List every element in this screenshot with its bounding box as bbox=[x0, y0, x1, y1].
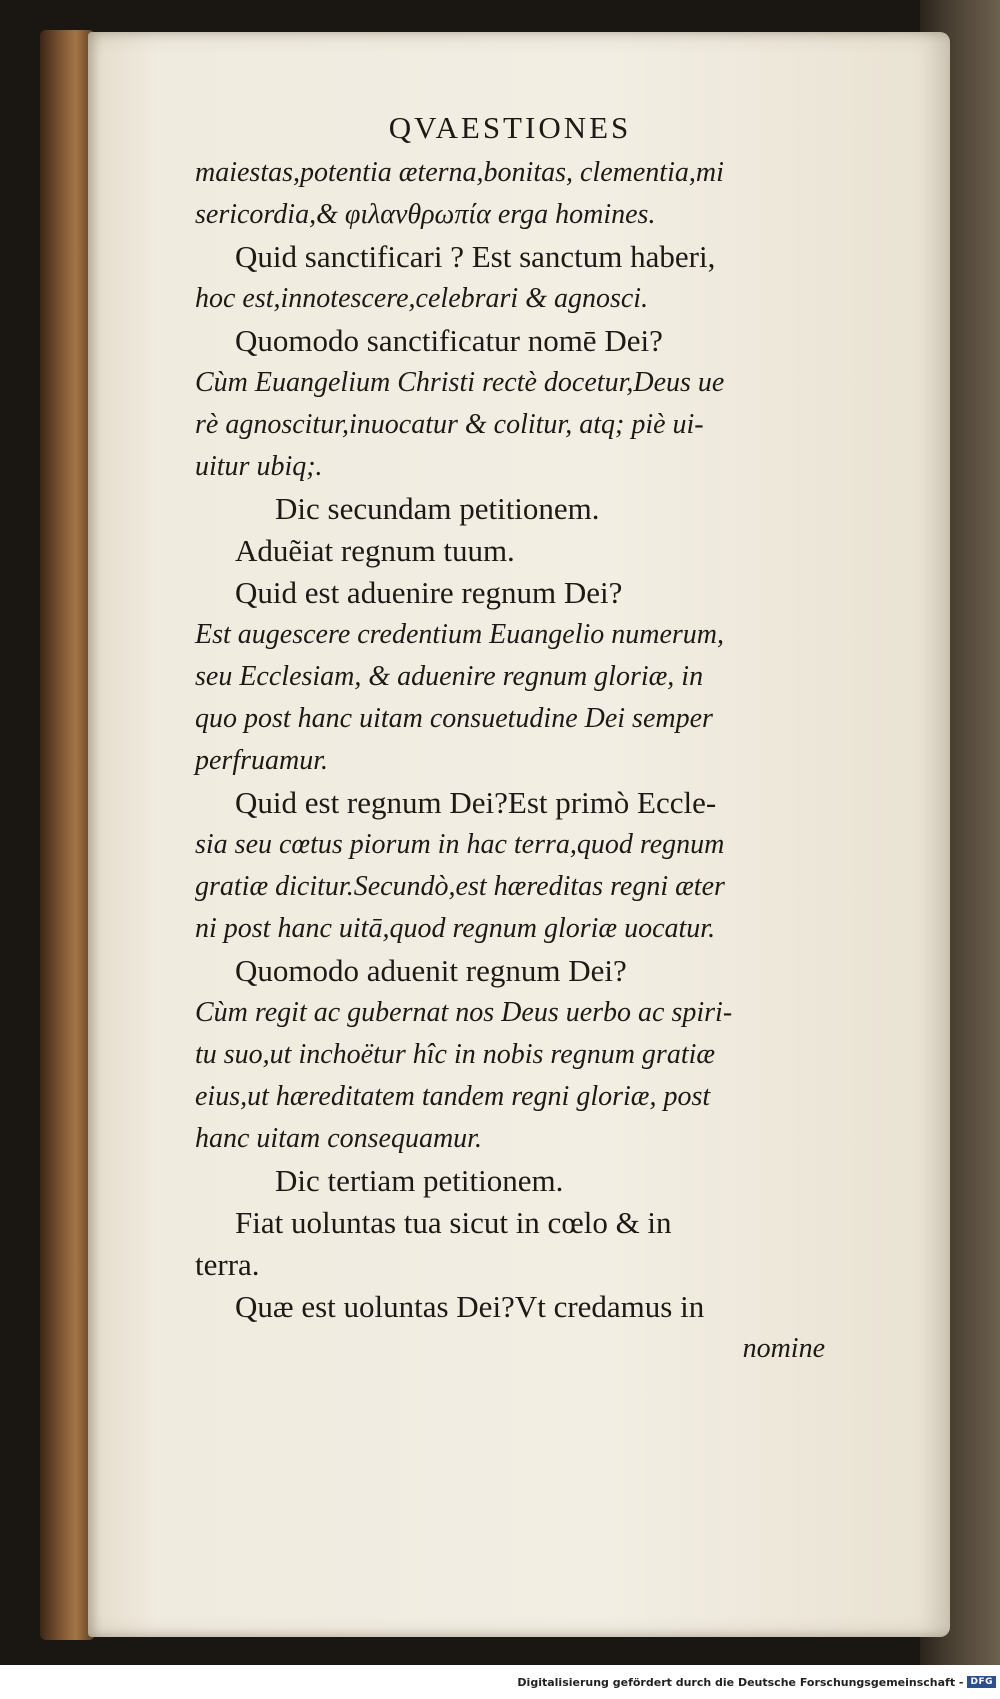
text-line: Quid est aduenire regnum Dei? bbox=[235, 575, 623, 610]
book-page-edges bbox=[40, 30, 95, 1640]
text-line: ni post hanc uitā,quod regnum gloriæ uocatur. bbox=[195, 913, 716, 944]
text-line: quo post hanc uitam consuetudine Dei semper bbox=[195, 703, 713, 734]
text-line: perfruamur. bbox=[195, 745, 329, 776]
text-line: sericordia,& φιλανθρωπία erga homines. bbox=[195, 199, 656, 230]
text-line: sia seu cœtus piorum in hac terra,quod regnum bbox=[195, 829, 725, 860]
text-line: seu Ecclesiam, & aduenire regnum gloriæ, in bbox=[195, 661, 704, 692]
footer bbox=[517, 1671, 996, 1693]
running-head: QVAESTIONES bbox=[388, 110, 632, 145]
text-line: Dic tertiam petitionem. bbox=[275, 1163, 564, 1198]
text-line: hoc est,innotescere,celebrari & agnosci. bbox=[195, 283, 649, 314]
text-line: Quæ est uoluntas Dei?Vt credamus in bbox=[235, 1289, 705, 1324]
text-line: uitur ubiq;. bbox=[195, 451, 323, 482]
text-line: Fiat uoluntas tua sicut in cœlo & in bbox=[235, 1205, 672, 1240]
text-line: Quid est regnum Dei?Est primò Eccle- bbox=[235, 785, 717, 820]
text-line: Quomodo sanctificatur nomē Dei? bbox=[235, 323, 663, 358]
text-line: Cùm Euangelium Christi rectè docetur,Deus ue bbox=[195, 367, 725, 398]
text-line: terra. bbox=[195, 1247, 260, 1282]
text-line: tu suo,ut inchoëtur hîc in nobis regnum gratiæ bbox=[195, 1039, 716, 1070]
text-line: eius,ut hæreditatem tandem regni gloriæ, post bbox=[195, 1081, 711, 1112]
text-line: Dic secundam petitionem. bbox=[275, 491, 600, 526]
text-line: Aduẽiat regnum tuum. bbox=[235, 533, 515, 568]
text-line: rè agnoscitur,inuocatur & colitur, atq; piè ui- bbox=[195, 409, 704, 440]
text-line: nomine bbox=[742, 1333, 825, 1364]
text-line: Cùm regit ac gubernat nos Deus uerbo ac spiri- bbox=[195, 997, 733, 1028]
text-line: Est augescere credentium Euangelio numerum, bbox=[195, 619, 725, 650]
text-lines bbox=[195, 152, 825, 1370]
text-line: Quomodo aduenit regnum Dei? bbox=[235, 953, 627, 988]
footer-credit: Digitalisierung gefördert durch die Deutsche Forschungsgemeinschaft - bbox=[517, 1675, 964, 1689]
text-line: maiestas,potentia æterna,bonitas, clementia,mi bbox=[195, 157, 724, 188]
text-line: hanc uitam consequamur. bbox=[195, 1123, 482, 1154]
page-text bbox=[195, 110, 825, 1370]
dfg-logo: DFG bbox=[967, 1676, 996, 1688]
text-line: Quid sanctificari ? Est sanctum haberi, bbox=[235, 239, 716, 274]
text-line: gratiæ dicitur.Secundò,est hæreditas regni æter bbox=[195, 871, 725, 902]
